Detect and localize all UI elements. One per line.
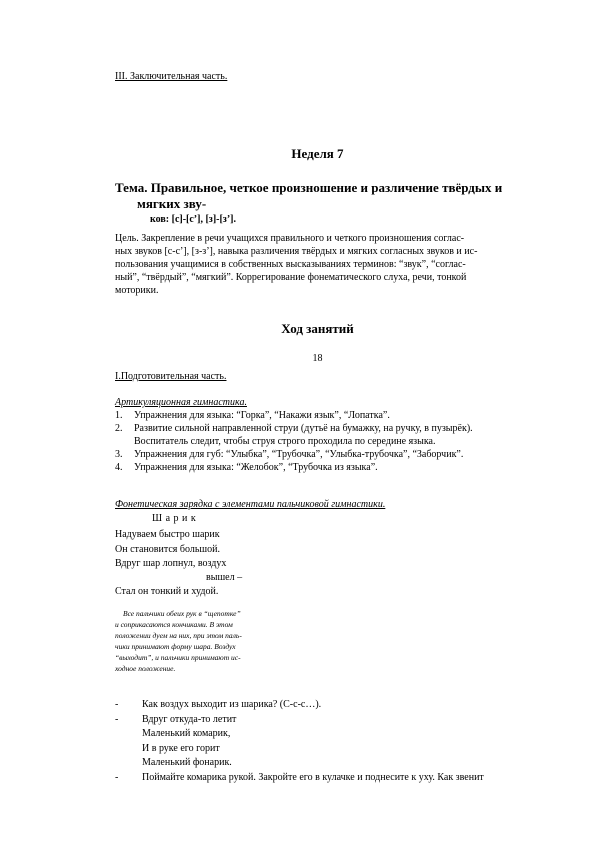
list-item: 2. Развитие сильной направленной струи (дутьё на бумажку, на ручку, в пузырёк). [115, 423, 473, 434]
goal-line: Цель. Закрепление в речи учащихся правильного и четкого произношения соглас- [115, 233, 465, 244]
dialog-list [115, 698, 555, 785]
note-line: ходное положение. [115, 664, 176, 673]
dialog-item-continuation: И в руке его горит [142, 742, 220, 754]
list-item: 4. Упражнения для языка: “Желобок”, “Трубочка из языка”. [115, 462, 378, 473]
dialog-item-continuation: Маленький комарик, [142, 728, 231, 739]
topic-line-3: ков: [с]-[с’], [з]-[з’]. [150, 214, 236, 225]
dialog-item-continuation: Маленький фонарик. [142, 757, 232, 768]
goal-paragraph [115, 232, 555, 297]
goal-line: ный”, “твёрдый”, “мягкий”. Коррегирование фонематического слуха, речи, тонкой [115, 272, 467, 283]
phonetic-heading: Фонетическая зарядка с элементами пальчиковой гимнастики. [115, 499, 386, 510]
poem-line: Стал он тонкий и худой. [115, 586, 219, 597]
topic-line-2: мягких зву- [137, 196, 207, 211]
poem-line: Вдруг шар лопнул, воздух [115, 558, 227, 569]
dialog-item: - Как воздух выходит из шарика? (С-с-с…). [115, 699, 322, 710]
articulation-heading: Артикуляционная гимнастика. [115, 397, 247, 408]
note-line: “выходит”, и пальчики принимают ис- [115, 653, 241, 662]
poem-line: Он становится большой. [115, 544, 220, 555]
poem-title: Ш а р и к [152, 513, 197, 524]
section-conclusion-heading: III. Заключительная часть. [115, 71, 228, 82]
lesson-heading: Ход занятий [281, 321, 354, 336]
poem-line: Надуваем быстро шарик [115, 529, 220, 540]
goal-line: ных звуков [с-с’], [з-з’], навыка различения твёрдых и мягких согласных звуков и ис- [115, 246, 478, 257]
goal-line: моторики. [115, 285, 159, 296]
dialog-item: - Поймайте комарика рукой. Закройте его в кулачке и поднесите к уху. Как звенит [115, 771, 484, 783]
dialog-item: - Вдруг откуда-то летит [115, 713, 237, 725]
note-line: и соприкасаются кончиками. В этом [115, 620, 233, 629]
note-line: положении дуем на них, при этом паль- [115, 631, 242, 640]
note-line: Все пальчики обеих рук в “щепотке” [123, 609, 241, 618]
poem-line: вышел – [206, 572, 243, 583]
finger-exercise-note [115, 608, 295, 674]
note-line: чики принимают форму шара. Воздух [115, 642, 236, 651]
topic-line-1: Тема. Правильное, четкое произношение и различение твёрдых и [115, 180, 503, 195]
articulation-list [115, 409, 555, 474]
list-item: 1. Упражнения для языка: “Горка”, “Накажи язык”, “Лопатка”. [115, 410, 390, 421]
goal-line: пользования учащимися в собственных высказываниях терминов: “звук”, “соглас- [115, 259, 466, 270]
section-prep-heading: I.Подготовительная часть. [115, 371, 227, 382]
list-item-continuation: Воспитатель следит, чтобы струя строго проходила по середине языка. [134, 436, 436, 447]
list-item: 3. Упражнения для губ: “Улыбка”, “Трубочка”, “Улыбка-трубочка”, “Заборчик”. [115, 449, 464, 460]
page-number: 18 [312, 353, 323, 364]
week-title: Неделя 7 [291, 146, 344, 161]
